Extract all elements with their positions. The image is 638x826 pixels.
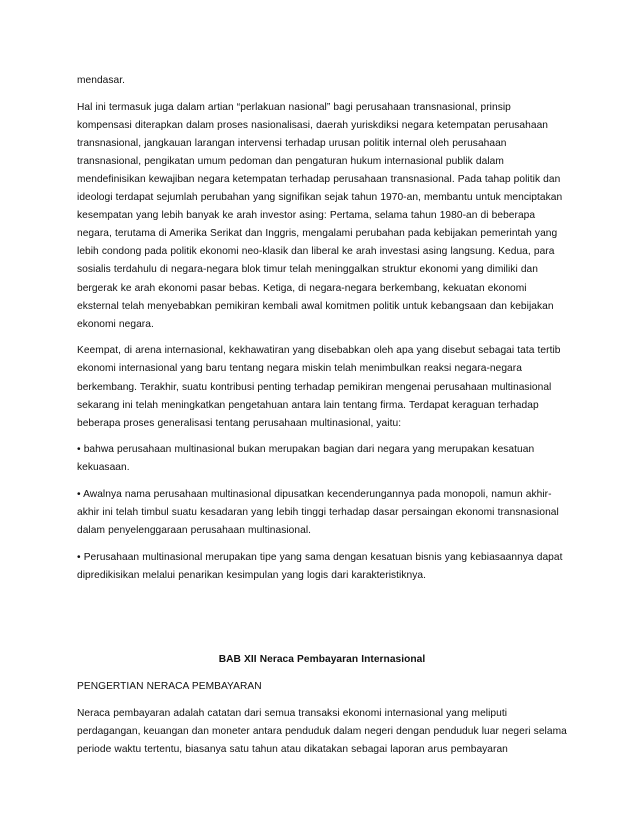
section-spacer <box>77 593 567 651</box>
paragraph-transnational-treatment: Hal ini termasuk juga dalam artian “perlakuan nasional” bagi perusahaan transnasional, prinsip kompensasi diterapkan dalam proses nasionalisasi, daerah yuriskdiksi negara ketempatan perusahaan transnasional, jangkauan larangan intervensi terhadap urusan politik internal oleh perusahaan transnasional, pengikatan umum pedoman dan pengaturan hukum internasional publik dalam mendefinisikan kewajiban negara ketempatan terhadap perusahaan transnasional. Pada tahap politik dan ideologi terdapat sejumlah perubahan yang signifikan sejak tahun 1970-an, membantu untuk menciptakan kesempatan yang lebih banyak ke arah investor asing: Pertama, selama tahun 1980-an di beberapa negara, terutama di Amerika Serikat dan Inggris, mengalami perubahan pada kebijakan pemerintah yang lebih condong pada politik ekonomi neo-klasik dan liberal ke arah investasi asing langsung. Kedua, para sosialis terdahulu di negara-negara blok timur telah meninggalkan struktur ekonomi yang dimiliki dan bergerak ke arah ekonomi pasar bebas. Ketiga, di negara-negara berkembang, kekuatan ekonomi eksternal telah menyebabkan pemikiran kembali awal komitmen politik untuk kebangsaan dan kebijakan ekonomi negara. <box>77 101 563 330</box>
bullet-item-1: • bahwa perusahaan multinasional bukan merupakan bagian dari negara yang merupakan kesatuan kekuasaan. <box>77 444 535 474</box>
bullet-item-3: • Perusahaan multinasional merupakan tipe yang sama dengan kesatuan bisnis yang kebiasaannya dapat dipredikisikan melalui penarikan kesimpulan yang logis dari karakteristiknya. <box>77 551 563 581</box>
paragraph-international-arena: Keempat, di arena internasional, kekhawatiran yang disebabkan oleh apa yang disebut sebagai tata tertib ekonomi internasional yang baru tentang negara miskin telah menimbulkan reaksi negara-negara berkembang. Terakhir, suatu kontribusi penting terhadap pemikiran mengenai perusahaan multinasional sekarang ini telah meningkatkan pengetahuan antara lain tentang firma. Terdapat keraguan terhadap beberapa proses generalisasi tentang perusahaan multinasional, yaitu: <box>77 345 561 429</box>
section-heading: PENGERTIAN NERACA PEMBAYARAN <box>77 681 262 693</box>
document-body <box>77 72 567 767</box>
paragraph-balance-of-payments-definition: Neraca pembayaran adalah catatan dari semua transaksi ekonomi internasional yang meliputi perdagangan, keuangan dan moneter antara penduduk dalam negeri dengan penduduk luar negeri selama periode waktu tertentu, biasanya satu tahun atau dikatakan sebagai laporan arus pembayaran <box>77 707 567 755</box>
paragraph-continuation: mendasar. <box>77 75 126 86</box>
bullet-item-2: • Awalnya nama perusahaan multinasional dipusatkan kecenderungannya pada monopoli, namun akhir-akhir ini telah timbul suatu kesadaran yang lebih tinggi terhadap dasar persaingan ekonomi transnasional dalam penyelenggaraan perusahaan multinasional. <box>77 488 559 537</box>
chapter-heading: BAB XII Neraca Pembayaran Internasional <box>218 654 426 666</box>
